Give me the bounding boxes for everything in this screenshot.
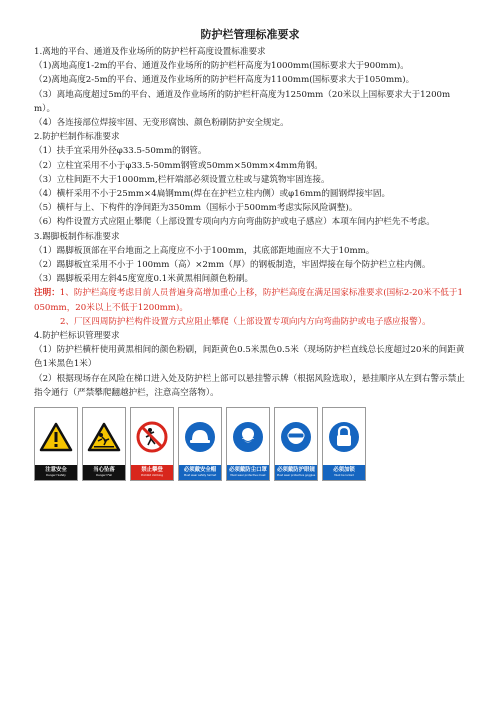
section-3-item: （1）踢脚板顶部在平台地面之上高度应不小于100mm，其底部距地面应不大于10mm。 — [34, 245, 375, 256]
page-title: 防护栏管理标准要求 — [200, 28, 300, 41]
sign-caution: 注意安全 Danger! Safety — [34, 407, 78, 481]
sign-mask: 必须戴防尘口罩 Must wear protective mask — [226, 407, 270, 481]
sign-no-climbing: 禁止攀登 Prohibit climbing — [130, 407, 174, 481]
section-4-item: （1）防护栏横杆使用黄黑相间的颜色粉刷，间距黄色0.5米黑色0.5米（现场防护栏直线总长度超过20米的间距黄色1米黑色1米） — [34, 345, 465, 370]
section-1-item: （1)离地高度1-2m的平台、通道及作业场所的防护栏杆高度为1000mm(国标要求大于900mm)。 — [34, 61, 409, 72]
safety-goggles-icon — [279, 420, 313, 454]
section-2-heading: 2.防护栏制作标准要求 — [34, 132, 120, 143]
note-1 — [34, 286, 466, 314]
section-4-item: （2）根据现场存在风险在梯口进入处及防护栏上部可以悬挂警示牌（根据风险选取），悬挂顺序从左到右警示禁止指令通行（严禁攀爬翻越护栏，注意高空落物）。 — [34, 373, 465, 398]
padlock-icon — [327, 420, 361, 454]
section-2-item: （3）立柱间距不大于1000mm,栏杆端部必须设置立柱或与建筑物牢固连接。 — [34, 174, 330, 185]
sign-fall: 当心坠落 Danger! Fall — [82, 407, 126, 481]
note-1-text: 1、防护栏高度考虑目前人员普遍身高增加重心上移，防护栏高度在满足国家标准要求(国标2-20米不低于1050mm，20米以上不低于1200mm)。 — [34, 288, 463, 313]
warning-falling-person-icon — [87, 422, 121, 452]
warning-exclamation-icon — [39, 422, 73, 452]
sign-lock: 必须加锁 Must be locked — [322, 407, 366, 481]
dust-mask-icon — [231, 420, 265, 454]
section-2-item: （6）构件设置方式应阻止攀爬（上部设置专项向内方向弯曲防护或电子感应）本项车间内护栏先不考虑。 — [34, 217, 435, 228]
section-1-item: （2)离地高度2-5m的平台、通道及作业场所的防护栏杆高度为1100mm(国标要求大于1050mm)。 — [34, 75, 415, 86]
section-2-item: （1）扶手宜采用外径φ33.5-50mm的钢管。 — [34, 146, 207, 157]
sign-goggles: 必须戴防护眼镜 Must wear protective goggles — [274, 407, 318, 481]
section-2-item: （5）横杆与上、下构件的净间距为350mm（国标小于500mm考虑实际风险调整)。 — [34, 203, 358, 214]
note-label: 注明： — [34, 288, 60, 299]
section-3-item: （2）踢脚板宜采用不小于 100mm（高）×2mm（厚）的钢板制造，牢固焊接在每个防护栏立柱内侧。 — [34, 260, 431, 271]
section-1-item: （4）各连接部位焊接牢固、无变形腐蚀、颜色粉刷防护安全规定。 — [34, 118, 289, 129]
section-3-item: （3）踢脚板采用左斜45度宽度0.1米黄黑相间颜色粉刷。 — [34, 274, 254, 285]
safety-helmet-icon — [183, 420, 217, 454]
sign-helmet: 必须戴安全帽 Must wear safety helmet — [178, 407, 222, 481]
safety-sign-row — [34, 407, 466, 481]
section-4-heading: 4.防护栏标识管理要求 — [34, 331, 120, 342]
section-2-item: （2）立柱宜采用不小于φ33.5-50mm钢管或50mm×50mm×4mm角钢。 — [34, 160, 323, 171]
note-2: 2、厂区四周防护栏构件设置方式应阻止攀爬（上部设置专项向内方向弯曲防护或电子感应报警）。 — [60, 316, 431, 327]
section-2-item: （4）横杆采用不小于25mm×4扁钢mm(焊在在护栏立柱内侧）或φ16mm的圆钢焊接牢固。 — [34, 189, 391, 200]
section-1-item: （3）离地高度超过5m的平台、通道及作业场所的防护栏杆高度为1250mm（20米以上国标要求大于1200mm）。 — [34, 89, 451, 114]
no-climbing-icon — [135, 420, 169, 454]
section-1-heading: 1.离地的平台、通道及作业场所的防护栏杆高度设置标准要求 — [34, 47, 266, 57]
section-3-heading: 3.踢脚板制作标准要求 — [34, 231, 120, 242]
